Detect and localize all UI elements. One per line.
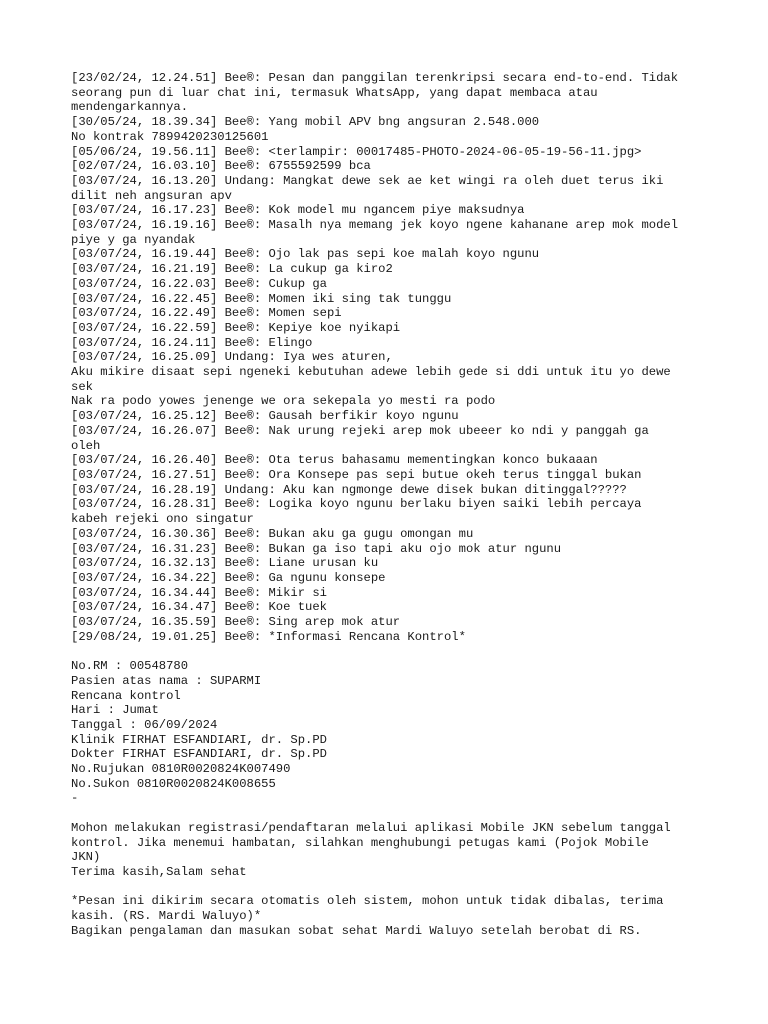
transcript-line: Nak ra podo yowes jenenge we ora sekepala yo mesti ra podo [71, 394, 496, 409]
transcript-line: [03/07/24, 16.17.23] Bee®: Kok model mu ngancem piye maksudnya [71, 203, 525, 218]
transcript-line: Dokter FIRHAT ESFANDIARI, dr. Sp.PD [71, 747, 327, 762]
transcript-line: [05/06/24, 19.56.11] Bee®: <terlampir: 00017485-PHOTO-2024-06-05-19-56-11.jpg> [71, 144, 642, 159]
transcript-line: [03/07/24, 16.28.31] Bee®: Logika koyo ngunu berlaku biyen saiki lebih percaya [71, 497, 642, 512]
transcript-line: Hari : Jumat [71, 703, 159, 718]
transcript-line: [30/05/24, 18.39.34] Bee®: Yang mobil APV bng angsuran 2.548.000 [71, 115, 540, 130]
transcript-line: [03/07/24, 16.22.03] Bee®: Cukup ga [71, 276, 327, 291]
transcript-line: [03/07/24, 16.25.12] Bee®: Gausah berfikir koyo ngunu [71, 409, 459, 424]
transcript-line: [03/07/24, 16.22.59] Bee®: Kepiye koe nyikapi [71, 320, 401, 335]
transcript-line: dilit neh angsuran apv [71, 188, 232, 203]
transcript-line: [03/07/24, 16.22.45] Bee®: Momen iki sing tak tunggu [71, 291, 452, 306]
transcript-line: seorang pun di luar chat ini, termasuk WhatsApp, yang dapat membaca atau [71, 85, 598, 100]
transcript-line: [03/07/24, 16.34.44] Bee®: Mikir si [71, 585, 327, 600]
transcript-line: [03/07/24, 16.19.16] Bee®: Masalh nya memang jek koyo ngene kahanane arep mok model [71, 218, 679, 233]
transcript-line [71, 880, 711, 895]
transcript-line: [02/07/24, 16.03.10] Bee®: 6755592599 bca [71, 159, 371, 174]
transcript-line: [03/07/24, 16.35.59] Bee®: Sing arep mok atur [71, 615, 401, 630]
transcript-line: No kontrak 7899420230125601 [71, 129, 269, 144]
transcript-line: Tanggal : 06/09/2024 [71, 717, 218, 732]
transcript-line: Terima kasih,Salam sehat [71, 864, 247, 879]
transcript-line: kontrol. Jika menemui hambatan, silahkan menghubungi petugas kami (Pojok Mobile [71, 835, 649, 850]
transcript-line: [03/07/24, 16.27.51] Bee®: Ora Konsepe pas sepi butue okeh terus tinggal bukan [71, 467, 642, 482]
transcript-line: [03/07/24, 16.26.07] Bee®: Nak urung rejeki arep mok ubeeer ko ndi y panggah ga [71, 423, 649, 438]
transcript-line: [03/07/24, 16.30.36] Bee®: Bukan aku ga gugu omongan mu [71, 526, 474, 541]
transcript-line: [03/07/24, 16.28.19] Undang: Aku kan ngmonge dewe disek bukan ditinggal????? [71, 482, 627, 497]
transcript-line: Mohon melakukan registrasi/pendaftaran melalui aplikasi Mobile JKN sebelum tanggal [71, 820, 671, 835]
transcript-line: [03/07/24, 16.19.44] Bee®: Ojo lak pas sepi koe malah koyo ngunu [71, 247, 540, 262]
transcript-line: kabeh rejeki ono singatur [71, 512, 254, 527]
transcript-line: sek [71, 379, 93, 394]
transcript-line: [03/07/24, 16.24.11] Bee®: Elingo [71, 335, 313, 350]
transcript-line: [23/02/24, 12.24.51] Bee®: Pesan dan panggilan terenkripsi secara end-to-end. Tidak [71, 71, 679, 85]
transcript-line: [03/07/24, 16.21.19] Bee®: La cukup ga kiro2 [71, 262, 393, 277]
transcript-line: No.Sukon 0810R0020824K008655 [71, 776, 276, 791]
transcript-line: [03/07/24, 16.13.20] Undang: Mangkat dewe sek ae ket wingi ra oleh duet terus iki [71, 173, 664, 188]
transcript-line: Bagikan pengalaman dan masukan sobat sehat Mardi Waluyo setelah berobat di RS. [71, 923, 642, 938]
transcript-line: [03/07/24, 16.34.47] Bee®: Koe tuek [71, 600, 327, 615]
transcript-line: No.Rujukan 0810R0020824K007490 [71, 762, 291, 777]
transcript-line: kasih. (RS. Mardi Waluyo)* [71, 909, 262, 924]
transcript-line [71, 806, 711, 821]
transcript-line: [29/08/24, 19.01.25] Bee®: *Informasi Rencana Kontrol* [71, 629, 466, 644]
transcript-line: [03/07/24, 16.22.49] Bee®: Momen sepi [71, 306, 342, 321]
transcript-line: oleh [71, 438, 101, 453]
transcript-line: [03/07/24, 16.34.22] Bee®: Ga ngunu konsepe [71, 570, 386, 585]
transcript-line: Pasien atas nama : SUPARMI [71, 673, 262, 688]
transcript-line [71, 644, 711, 659]
transcript-line: *Pesan ini dikirim secara otomatis oleh sistem, mohon untuk tidak dibalas, terima [71, 894, 664, 909]
transcript-line: [03/07/24, 16.25.09] Undang: Iya wes aturen, [71, 350, 393, 365]
transcript-line: mendengarkannya. [71, 100, 189, 115]
chat-transcript [71, 71, 711, 938]
transcript-line: Klinik FIRHAT ESFANDIARI, dr. Sp.PD [71, 732, 327, 747]
transcript-line: [03/07/24, 16.31.23] Bee®: Bukan ga iso tapi aku ojo mok atur ngunu [71, 541, 562, 556]
transcript-line: Aku mikire disaat sepi ngeneki kebutuhan adewe lebih gede si ddi untuk itu yo dewe [71, 365, 671, 380]
transcript-line: - [71, 791, 79, 806]
transcript-line: piye y ga nyandak [71, 232, 196, 247]
transcript-line: [03/07/24, 16.32.13] Bee®: Liane urusan ku [71, 556, 379, 571]
transcript-line: Rencana kontrol [71, 688, 181, 703]
transcript-line: No.RM : 00548780 [71, 659, 189, 674]
transcript-line: [03/07/24, 16.26.40] Bee®: Ota terus bahasamu mementingkan konco bukaaan [71, 453, 598, 468]
transcript-line: JKN) [71, 850, 101, 865]
